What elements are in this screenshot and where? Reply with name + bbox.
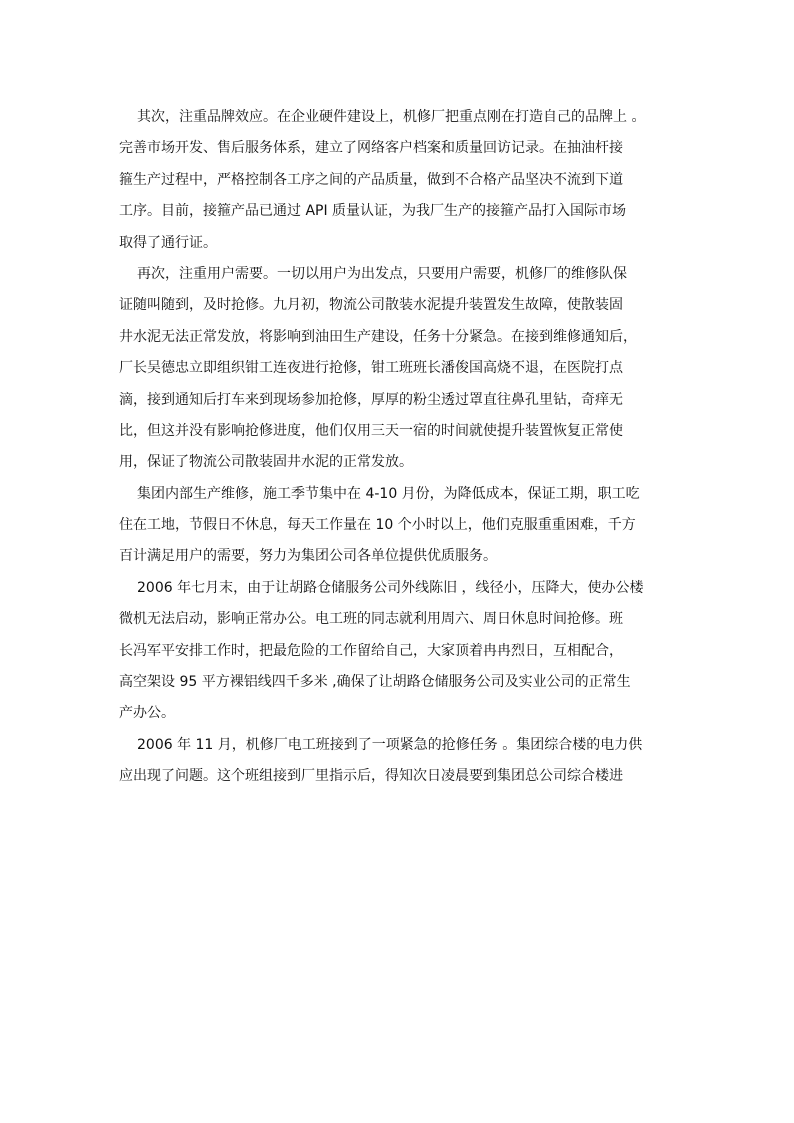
text-line: 2006 年七月末，由于让胡路仓储服务公司外线陈旧 ，线径小，压降大，使办公楼 [137, 579, 644, 596]
paragraph-internal-maintenance [119, 479, 679, 573]
paragraph-user-needs [119, 259, 679, 479]
paragraph-november-2006 [119, 730, 679, 793]
text-line: 证随叫随到，及时抢修。九月初，物流公司散装水泥提升装置发生故障，使散装固 [119, 297, 623, 314]
text-line: 再次，注重用户需要。一切以用户为出发点，只要用户需要，机修厂的维修队保 [137, 265, 627, 282]
text-line: 产办公。 [119, 705, 175, 722]
text-line: 滴，接到通知后打车来到现场参加抢修，厚厚的粉尘透过罩直往鼻孔里钻，奇痒无 [119, 391, 623, 408]
text-line: 长冯军平安排工作时，把最危险的工作留给自己，大家顶着冉冉烈日，互相配合， [119, 642, 623, 659]
text-line: 其次，注重品牌效应。在企业硬件建设上，机修厂把重点刚在打造自己的品牌上 。 [137, 109, 646, 125]
text-line: 集团内部生产维修，施工季节集中在 4-10 月份，为降低成本，保证工期，职工吃 [137, 485, 640, 502]
text-line: 2006 年 11 月，机修厂电工班接到了一项紧急的抢修任务 。集团综合楼的电力供 [137, 736, 643, 753]
document-body [119, 102, 679, 793]
text-line: 比，但这并没有影响抢修进度，他们仅用三天一宿的时间就使提升装置恢复正常使 [119, 422, 623, 439]
paragraph-july-2006 [119, 573, 679, 730]
text-line: 百计满足用户的需要，努力为集团公司各单位提供优质服务。 [119, 548, 497, 565]
text-line: 井水泥无法正常发放，将影响到油田生产建设，任务十分紧急。在接到维修通知后， [119, 328, 637, 345]
text-line: 微机无法启动，影响正常办公。电工班的同志就利用周六、周日休息时间抢修。班 [119, 611, 623, 628]
text-line: 应出现了问题。这个班组接到厂里指示后，得知次日凌晨要到集团总公司综合楼进 [119, 768, 623, 785]
text-line: 高空架设 95 平方裸铝线四千多米 ,确保了让胡路仓储服务公司及实业公司的正常生 [119, 674, 631, 691]
text-line: 工序。目前，接箍产品已通过 API 质量认证，为我厂生产的接箍产品打入国际市场 [119, 203, 627, 220]
text-line: 厂长吴德忠立即组织钳工连夜进行抢修，钳工班班长潘俊国高烧不退，在医院打点 [119, 360, 623, 377]
text-line: 用，保证了物流公司散装固井水泥的正常发放。 [119, 454, 413, 471]
text-line: 完善市场开发、售后服务体系，建立了网络客户档案和质量回访记录。在抽油杆接 [119, 140, 623, 157]
text-line: 取得了通行证。 [119, 234, 217, 251]
paragraph-brand-effect [119, 102, 679, 259]
text-line: 住在工地，节假日不休息，每天工作量在 10 个小时以上，他们克服重重困难，千方 [119, 517, 636, 534]
text-line: 箍生产过程中，严格控制各工序之间的产品质量，做到不合格产品坚决不流到下道 [119, 171, 623, 188]
